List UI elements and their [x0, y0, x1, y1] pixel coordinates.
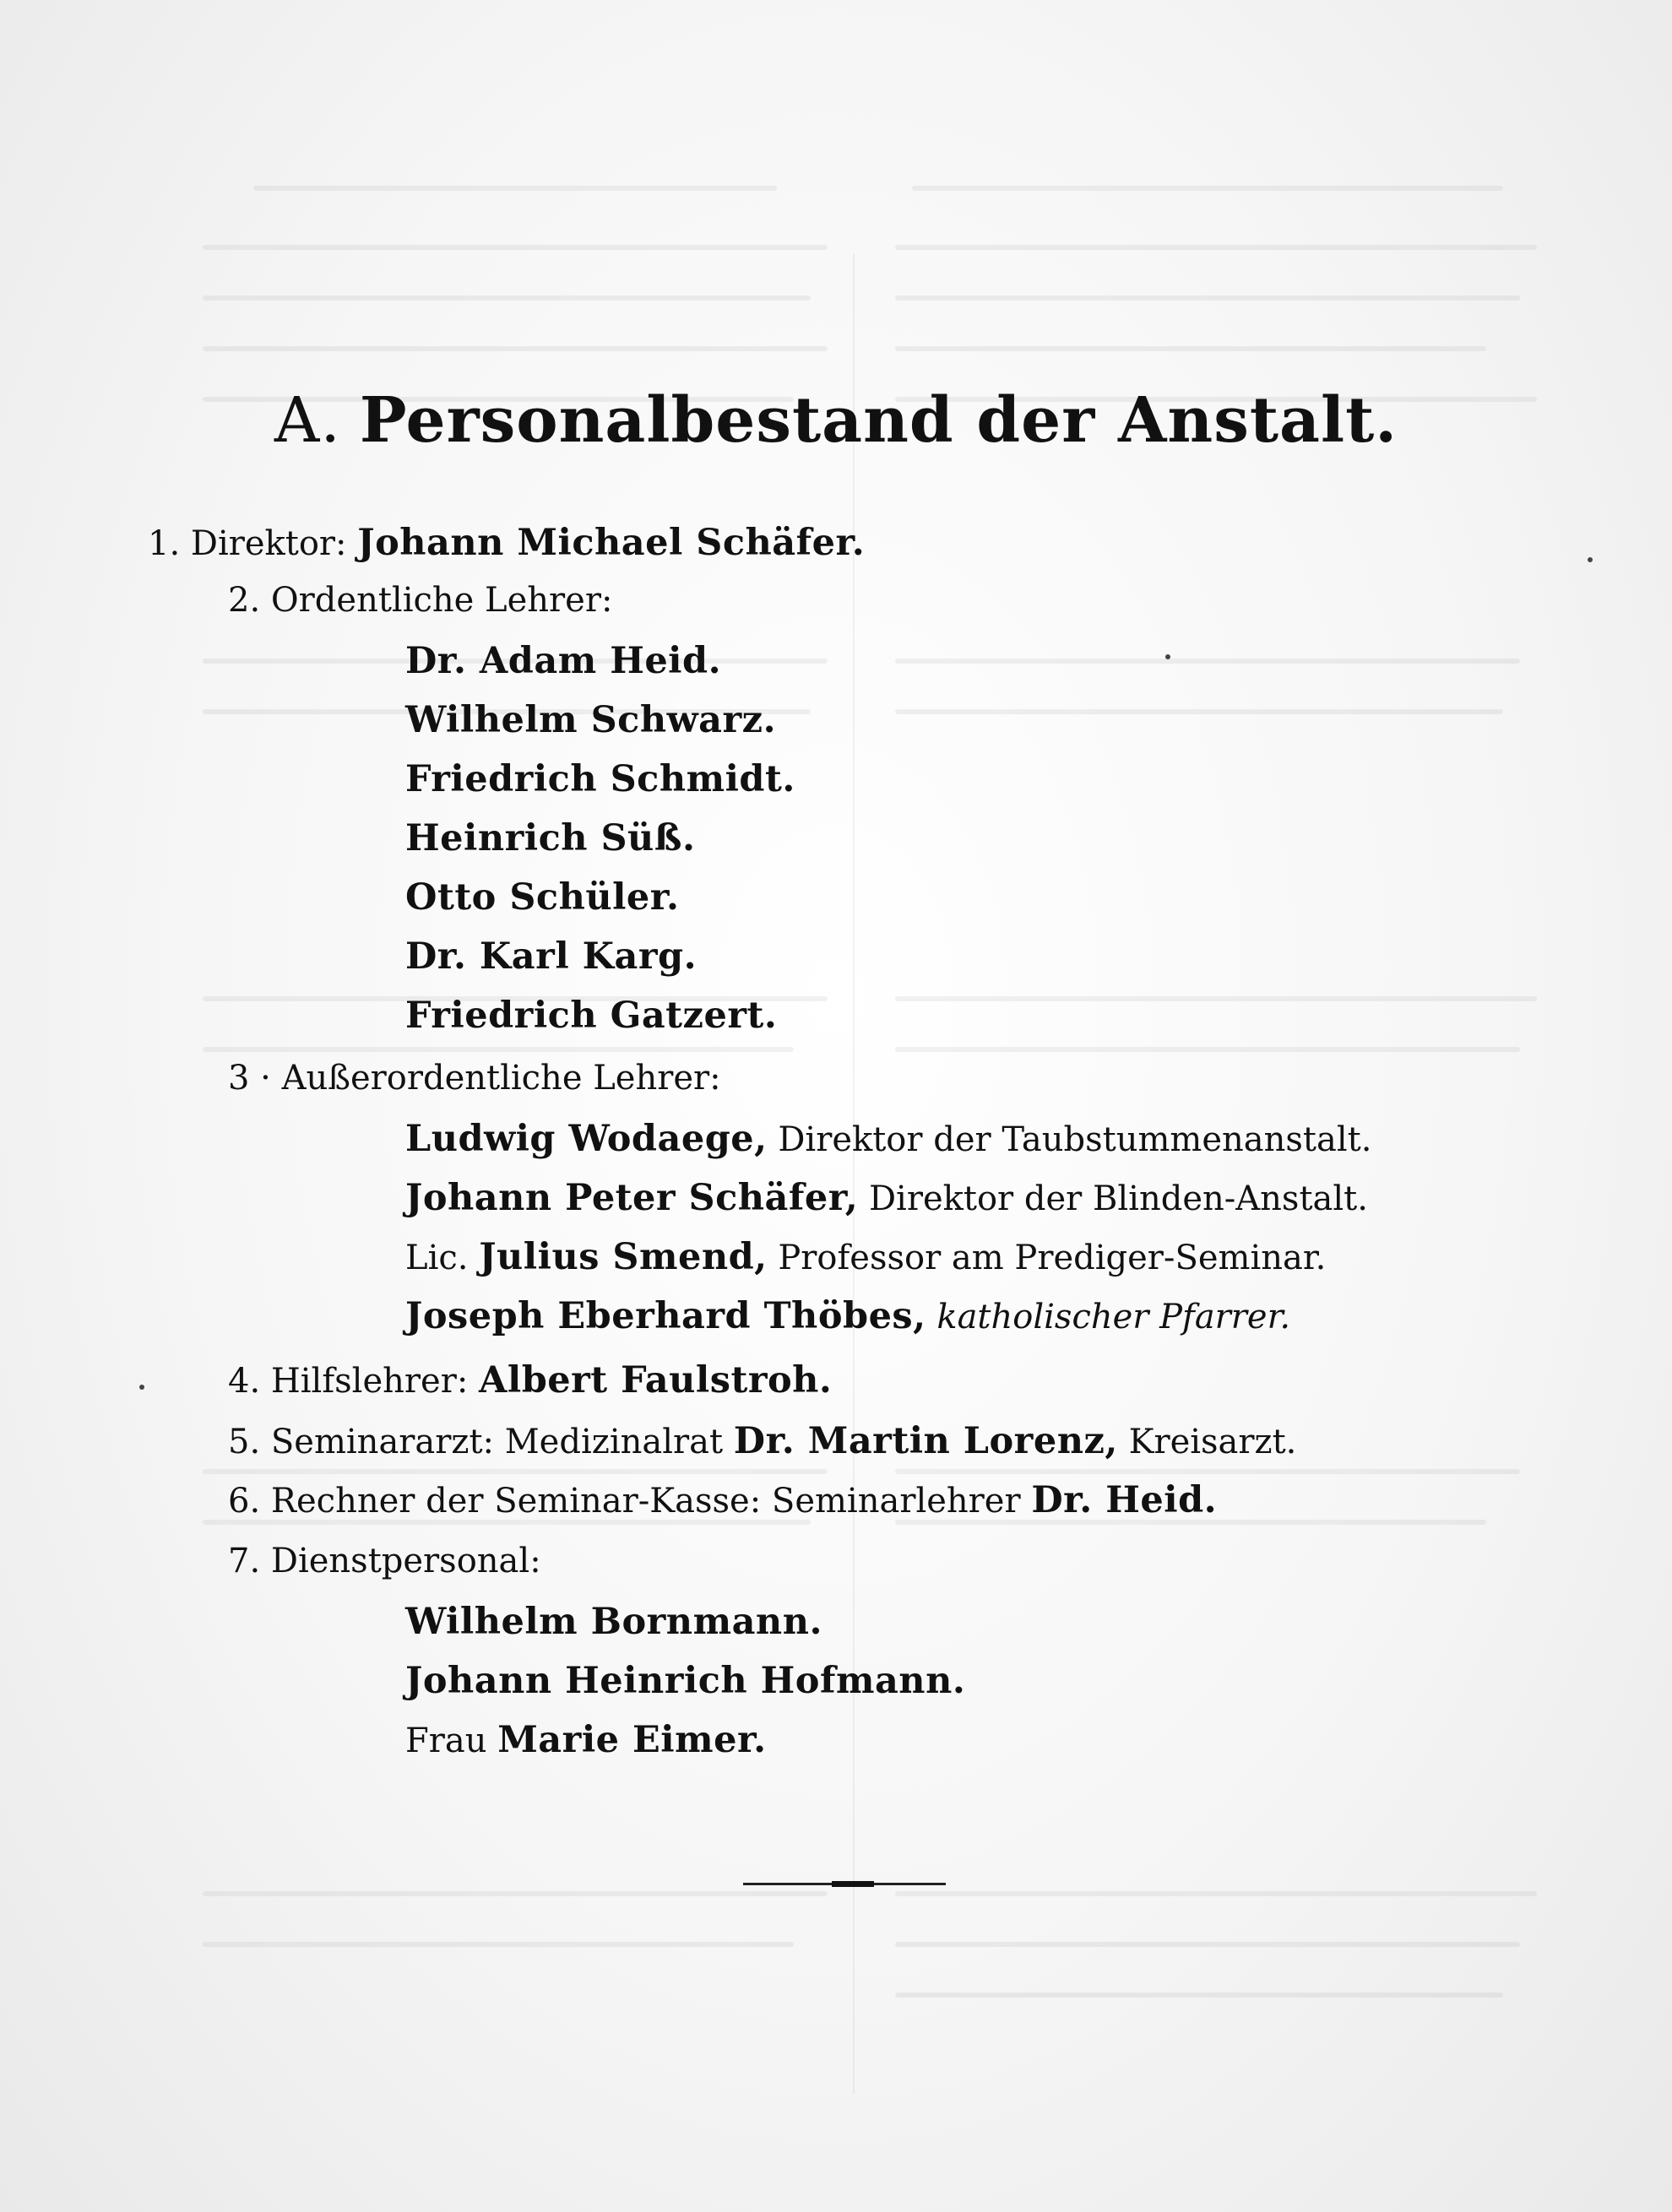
lehrer-role: Direktor der Taubstummenanstalt.	[778, 1120, 1372, 1159]
seminararzt-name: Dr. Martin Lorenz,	[733, 1420, 1118, 1462]
ausserordentlicher-lehrer-entry	[405, 1236, 1326, 1278]
dienstpersonal-label: 7. Dienstpersonal:	[228, 1542, 541, 1580]
dienstpersonal-name: Johann Heinrich Hofmann.	[405, 1660, 966, 1702]
ordentlicher-lehrer-name: Dr. Karl Karg.	[405, 935, 698, 978]
dienstpersonal-entry	[405, 1719, 767, 1761]
rechner-title: Seminarlehrer	[771, 1482, 1021, 1521]
section-letter: A.	[274, 384, 341, 457]
lehrer-role: Direktor der Blinden-Anstalt.	[868, 1179, 1368, 1218]
end-rule-center	[832, 1881, 874, 1887]
seminararzt-title: Medizinalrat	[504, 1423, 724, 1461]
director-name: Johann Michael Schäfer.	[357, 522, 866, 564]
rechner-label: 6. Rechner der Seminar-Kasse:	[228, 1482, 762, 1521]
ordentlicher-lehrer-name: Wilhelm Schwarz.	[405, 699, 777, 741]
ordentlicher-lehrer-name: Heinrich Süß.	[405, 817, 696, 859]
lehrer-name: Johann Peter Schäfer,	[405, 1177, 859, 1219]
rechner-name: Dr. Heid.	[1031, 1479, 1218, 1521]
lehrer-name: Julius Smend,	[479, 1236, 768, 1278]
director-label: 1. Direktor:	[148, 524, 347, 563]
dienstpersonal-entry	[405, 1660, 965, 1702]
dienstpersonal-name: Wilhelm Bornmann.	[405, 1601, 822, 1643]
ausserordentlicher-lehrer-entry	[405, 1118, 1371, 1160]
director-line	[148, 522, 865, 564]
lehrer-prefix: Lic.	[405, 1239, 469, 1277]
ordentlicher-lehrer-name: Dr. Adam Heid.	[405, 640, 722, 682]
seminararzt-suffix: Kreisarzt.	[1128, 1423, 1297, 1461]
section-title: Personalbestand der Anstalt.	[359, 384, 1398, 457]
hilfslehrer-line	[228, 1359, 832, 1401]
lehrer-role: katholischer Pfarrer.	[936, 1298, 1291, 1336]
paper-speck	[139, 1385, 144, 1390]
ordentlicher-lehrer-name: Friedrich Gatzert.	[405, 995, 778, 1037]
ordentlicher-lehrer-name: Otto Schüler.	[405, 876, 680, 919]
section-heading	[0, 384, 1672, 457]
ausserordentlicher-lehrer-entry	[405, 1295, 1290, 1337]
hilfslehrer-name: Albert Faulstroh.	[479, 1359, 833, 1401]
dienstpersonal-name: Marie Eimer.	[497, 1719, 767, 1761]
hilfslehrer-label: 4. Hilfslehrer:	[228, 1362, 469, 1401]
dienstpersonal-prefix: Frau	[405, 1721, 487, 1760]
rechner-line	[228, 1479, 1217, 1521]
seminararzt-label: 5. Seminararzt:	[228, 1423, 494, 1461]
ausserordentliche-label: 3 · Außerordentliche Lehrer:	[228, 1059, 721, 1098]
paper-speck	[1165, 654, 1170, 659]
lehrer-name: Joseph Eberhard Thöbes,	[405, 1295, 926, 1337]
lehrer-role: Professor am Prediger-Seminar.	[778, 1239, 1327, 1277]
ordentlicher-lehrer-name: Friedrich Schmidt.	[405, 758, 795, 800]
seminararzt-line	[228, 1420, 1296, 1462]
dienstpersonal-entry	[405, 1601, 822, 1643]
ordentliche-label: 2. Ordentliche Lehrer:	[228, 581, 613, 620]
ausserordentlicher-lehrer-entry	[405, 1177, 1368, 1219]
lehrer-name: Ludwig Wodaege,	[405, 1118, 768, 1160]
paper-speck	[1588, 557, 1593, 562]
